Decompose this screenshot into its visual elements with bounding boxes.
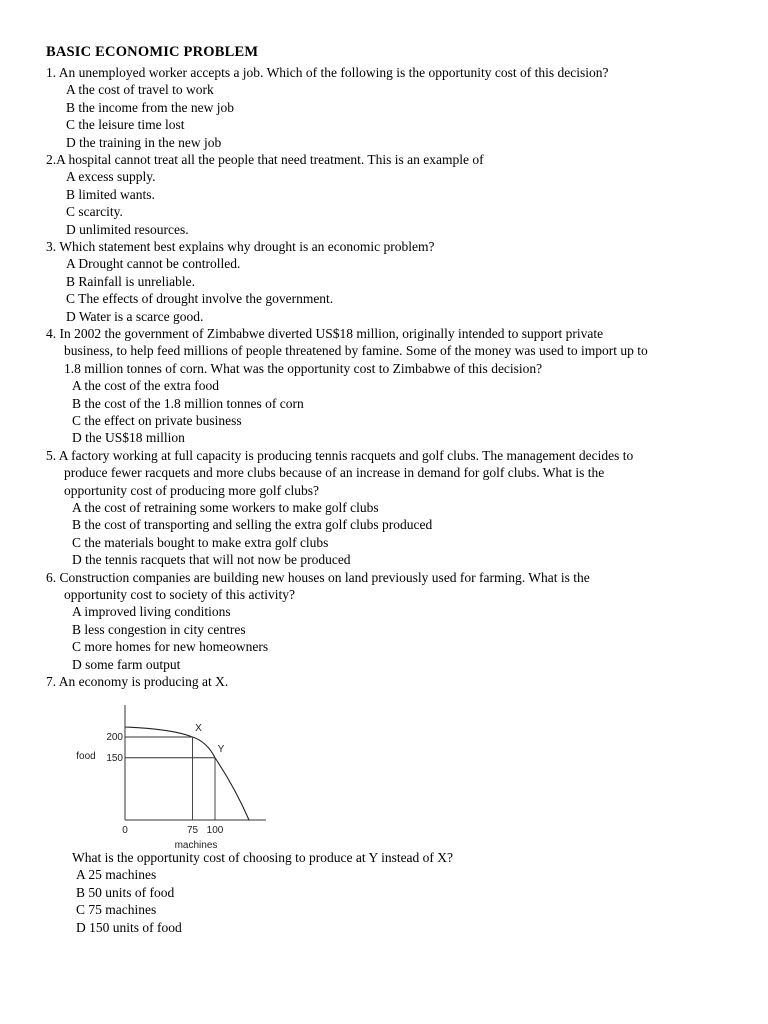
- question-4-option: A the cost of the extra food: [72, 378, 219, 394]
- question-7-option: D 150 units of food: [76, 919, 182, 935]
- question-7-option: B 50 units of food: [76, 884, 175, 900]
- question-5-option: B the cost of transporting and selling the extra golf clubs produced: [72, 517, 433, 533]
- question-7-prompt: What is the opportunity cost of choosing to produce at Y instead of X?: [72, 850, 454, 865]
- point-label-x: X: [195, 723, 202, 734]
- question-7-option: A 25 machines: [76, 867, 157, 883]
- question-4-stem: 1.8 million tonnes of corn. What was the opportunity cost to Zimbabwe of this decision?: [64, 360, 543, 376]
- question-2-option: B limited wants.: [66, 186, 155, 202]
- question-1-option: B the income from the new job: [66, 99, 234, 115]
- question-3-option: D Water is a scarce good.: [66, 308, 204, 324]
- question-3-option: C The effects of drought involve the government.: [66, 291, 334, 307]
- question-7-option: C 75 machines: [76, 902, 157, 918]
- question-1-stem: 1. An unemployed worker accepts a job. Which of the following is the opportunity cost of this decision?: [46, 65, 609, 80]
- question-5-option: A the cost of retraining some workers to make golf clubs: [72, 500, 379, 515]
- question-2-option: C scarcity.: [66, 204, 123, 220]
- question-2-stem: 2.A hospital cannot treat all the people that need treatment. This is an example of: [46, 152, 484, 167]
- x-tick-label: 100: [206, 825, 224, 836]
- question-5-stem: 5. A factory working at full capacity is producing tennis racquets and golf clubs. The management decides to: [46, 447, 634, 463]
- point-label-y: Y: [217, 743, 225, 755]
- question-5-stem: produce fewer racquets and more clubs because of an increase in demand for golf clubs. What is the: [64, 465, 605, 481]
- y-tick-label: 150: [106, 752, 123, 764]
- question-3-option: B Rainfall is unreliable.: [66, 273, 195, 289]
- page-title: BASIC ECONOMIC PROBLEM: [46, 44, 259, 60]
- question-5-option: D the tennis racquets that will not now be produced: [72, 552, 351, 568]
- question-6-stem: opportunity cost to society of this activity?: [64, 587, 295, 602]
- question-5-option: C the materials bought to make extra golf clubs: [72, 534, 329, 550]
- question-6-option: C more homes for new homeowners: [72, 639, 269, 655]
- question-2-option: A excess supply.: [66, 169, 156, 185]
- question-4-stem: business, to help feed millions of people threatened by famine. Some of the money was used to import up to: [64, 343, 648, 359]
- question-6-option: B less congestion in city centres: [72, 621, 246, 637]
- x-tick-label: 0: [122, 825, 128, 836]
- x-axis-label: machines: [174, 840, 218, 851]
- ppc-chart-svg: [66, 690, 296, 855]
- y-axis-label: food: [76, 751, 96, 762]
- ppc-chart: [66, 690, 296, 855]
- question-4-stem: 4. In 2002 the government of Zimbabwe diverted US$18 million, originally intended to support private: [46, 326, 604, 341]
- question-6-option: A improved living conditions: [72, 604, 231, 620]
- question-6-stem: 6. Construction companies are building new houses on land previously used for farming. What is the: [46, 569, 590, 585]
- question-1-option: D the training in the new job: [66, 134, 222, 150]
- question-6-option: D some farm output: [72, 656, 181, 672]
- x-tick-label: 75: [186, 825, 199, 836]
- question-4-option: C the effect on private business: [72, 413, 242, 428]
- ppc-curve: [125, 727, 249, 820]
- y-tick-label: 200: [106, 732, 123, 743]
- question-7-stem: 7. An economy is producing at X.: [46, 674, 229, 689]
- question-1-option: A the cost of travel to work: [66, 82, 214, 98]
- question-3-stem: 3. Which statement best explains why drought is an economic problem?: [46, 239, 435, 254]
- question-4-option: B the cost of the 1.8 million tonnes of corn: [72, 395, 304, 411]
- question-4-option: D the US$18 million: [72, 430, 185, 446]
- question-3-option: A Drought cannot be controlled.: [66, 256, 241, 272]
- question-5-stem: opportunity cost of producing more golf clubs?: [64, 482, 319, 498]
- question-2-option: D unlimited resources.: [66, 221, 189, 237]
- question-1-option: C the leisure time lost: [66, 117, 185, 133]
